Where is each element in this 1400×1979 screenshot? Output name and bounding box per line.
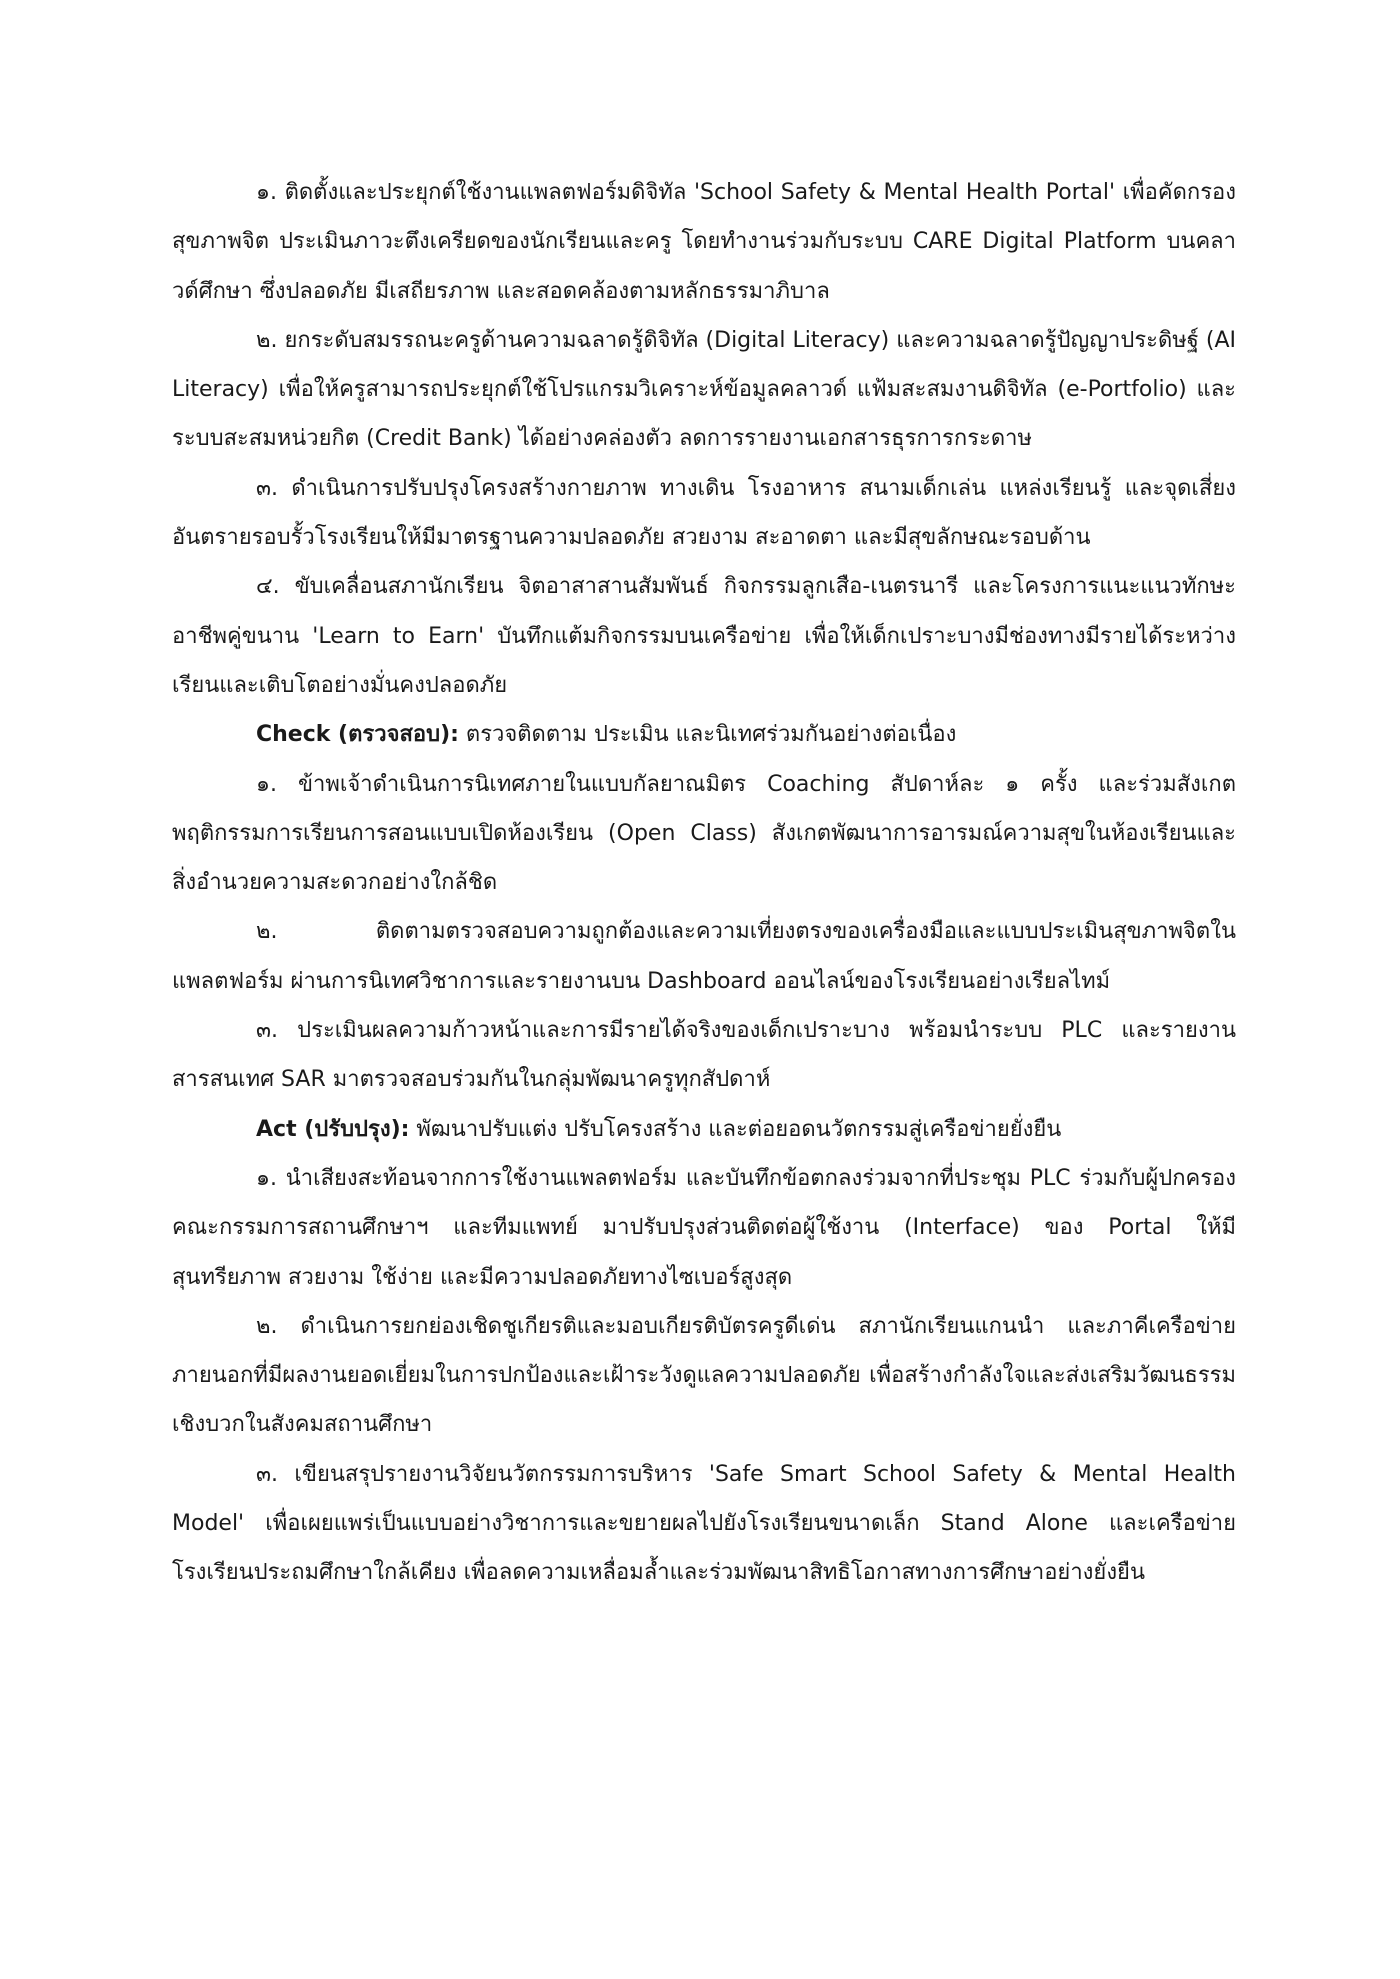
- do-item-1: ๑. ติดตั้งและประยุกต์ใช้งานแพลตฟอร์มดิจิทัล 'School Safety & Mental Health Portal' เพื่อคัดกรองสุขภาพจิต ประเมินภาวะตึงเครียดของนักเรียนและครู โดยทำงานร่วมกับระบบ CARE Digital Platform บนคลาวด์ศึกษา ซึ่งปลอดภัย มีเสถียรภาพ และสอดคล้องตามหลักธรรมาภิบาล: [172, 180, 1236, 304]
- do-item-2: ๒. ยกระดับสมรรถนะครูด้านความฉลาดรู้ดิจิทัล (Digital Literacy) และความฉลาดรู้ปัญญาประดิษฐ์ (AI Literacy) เพื่อให้ครูสามารถประยุกต์ใช้โปรแกรมวิเคราะห์ข้อมูลคลาวด์ แฟ้มสะสมงานดิจิทัล (e-Portfolio) และระบบสะสมหน่วยกิต (Credit Bank) ได้อย่างคล่องตัว ลดการรายงานเอกสารธุรการกระดาษ: [172, 327, 1236, 452]
- act-item-2: ๒. ดำเนินการยกย่องเชิดชูเกียรติและมอบเกียรติบัตรครูดีเด่น สภานักเรียนแกนนำ และภาคีเครือข่ายภายนอกที่มีผลงานยอดเยี่ยมในการปกป้องและเฝ้าระวังดูแลความปลอดภัย เพื่อสร้างกำลังใจและส่งเสริมวัฒนธรรมเชิงบวกในสังคมสถานศึกษา: [172, 1313, 1236, 1438]
- act-item-1: ๑. นำเสียงสะท้อนจากการใช้งานแพลตฟอร์ม และบันทึกข้อตกลงร่วมจากที่ประชุม PLC ร่วมกับผู้ปกครอง คณะกรรมการสถานศึกษาฯ และทีมแพทย์ มาปรับปรุงส่วนติดต่อผู้ใช้งาน (Interface) ของ Portal ให้มีสุนทรียภาพ สวยงาม ใช้ง่าย และมีความปลอดภัยทางไซเบอร์สูงสุด: [172, 1165, 1236, 1290]
- check-heading: [172, 710, 1236, 759]
- do-item-3: ๓. ดำเนินการปรับปรุงโครงสร้างกายภาพ ทางเดิน โรงอาหาร สนามเด็กเล่น แหล่งเรียนรู้ และจุดเสี่ยงอันตรายรอบรั้วโรงเรียนให้มีมาตรฐานความปลอดภัย สวยงาม สะอาดตา และมีสุขลักษณะรอบด้าน: [172, 475, 1236, 551]
- do-item-4: ๔. ขับเคลื่อนสภานักเรียน จิตอาสาสานสัมพันธ์ กิจกรรมลูกเสือ-เนตรนารี และโครงการแนะแนวทักษะอาชีพคู่ขนาน 'Learn to Earn' บันทึกแต้มกิจกรรมบนเครือข่าย เพื่อให้เด็กเปราะบางมีช่องทางมีรายได้ระหว่างเรียนและเติบโตอย่างมั่นคงปลอดภัย: [172, 574, 1236, 698]
- document-page: [172, 168, 1236, 1598]
- check-item-1: ๑. ข้าพเจ้าดำเนินการนิเทศภายในแบบกัลยาณมิตร Coaching สัปดาห์ละ ๑ ครั้ง และร่วมสังเกตพฤติกรรมการเรียนการสอนแบบเปิดห้องเรียน (Open Class) สังเกตพัฒนาการอารมณ์ความสุขในห้องเรียนและสิ่งอำนวยความสะดวกอย่างใกล้ชิด: [172, 771, 1236, 896]
- act-heading: [172, 1105, 1236, 1154]
- check-item-2: ๒. ติดตามตรวจสอบความถูกต้องและความเที่ยงตรงของเครื่องมือและแบบประเมินสุขภาพจิตในแพลตฟอร์ม ผ่านการนิเทศวิชาการและรายงานบน Dashboard ออนไลน์ของโรงเรียนอย่างเรียลไทม์: [172, 919, 1236, 994]
- check-heading-label: Check (ตรวจสอบ):: [256, 722, 459, 748]
- act-heading-label: Act (ปรับปรุง):: [256, 1116, 410, 1142]
- act-item-3: ๓. เขียนสรุปรายงานวิจัยนวัตกรรมการบริหาร 'Safe Smart School Safety & Mental Health Model' เพื่อเผยแพร่เป็นแบบอย่างวิชาการและขยายผลไปยังโรงเรียนขนาดเล็ก Stand Alone และเครือข่ายโรงเรียนประถมศึกษาใกล้เคียง เพื่อลดความเหลื่อมล้ำและร่วมพัฒนาสิทธิโอกาสทางการศึกษาอย่างยั่งยืน: [172, 1461, 1236, 1586]
- check-heading-text: ตรวจติดตาม ประเมิน และนิเทศร่วมกันอย่างต่อเนื่อง: [458, 722, 957, 748]
- act-heading-text: พัฒนาปรับแต่ง ปรับโครงสร้าง และต่อยอดนวัตกรรมสู่เครือข่ายยั่งยืน: [409, 1116, 1062, 1142]
- check-item-3: ๓. ประเมินผลความก้าวหน้าและการมีรายได้จริงของเด็กเปราะบาง พร้อมนำระบบ PLC และรายงานสารสนเทศ SAR มาตรวจสอบร่วมกันในกลุ่มพัฒนาครูทุกสัปดาห์: [172, 1018, 1236, 1093]
